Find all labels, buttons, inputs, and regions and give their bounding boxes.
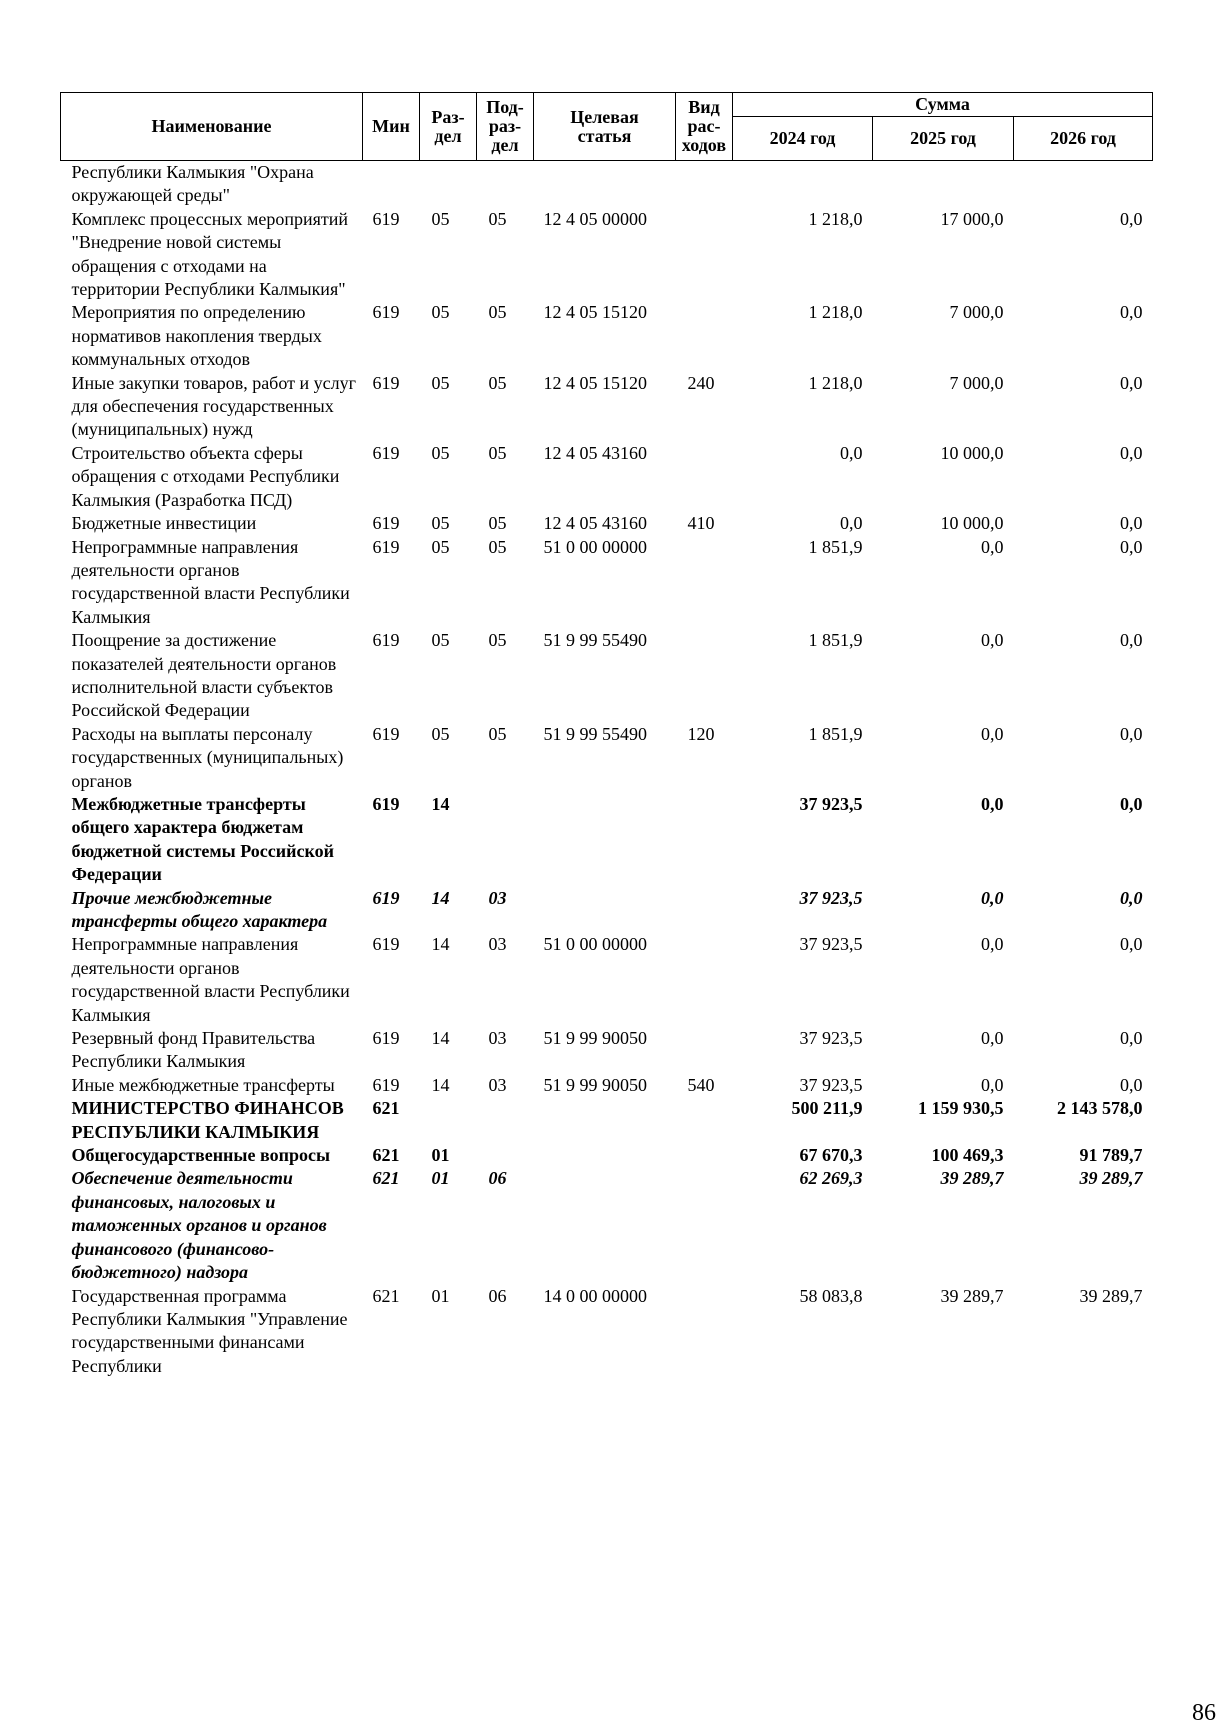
row-name: Непрограммные направления деятельности органов государственной власти Республики Калмыкия	[71, 934, 350, 1025]
row-section: 05	[431, 442, 450, 463]
row-expense-type	[676, 1144, 733, 1167]
row-min: 621	[372, 1145, 400, 1166]
table-body	[61, 161, 1153, 1379]
row-sum-2025: 0,0	[981, 1028, 1004, 1049]
row-sum-2024: 62 269,3	[799, 1168, 863, 1189]
row-article: 51 9 99 55490	[543, 723, 647, 744]
table-row	[61, 1144, 1153, 1167]
row-article: 12 4 05 43160	[543, 442, 647, 463]
row-subsection: 05	[488, 536, 507, 557]
row-sum-2024: 37 923,5	[799, 887, 863, 908]
row-subsection: 05	[488, 442, 507, 463]
row-name: Иные закупки товаров, работ и услуг для обеспечения государственных (муниципальных) нужд	[71, 372, 356, 440]
row-min: 619	[372, 208, 400, 229]
row-sum-2026: 0,0	[1120, 208, 1143, 229]
row-min: 619	[372, 793, 400, 814]
row-sum-2024: 37 923,5	[799, 1028, 863, 1049]
row-subsection	[477, 1144, 534, 1167]
row-section	[420, 161, 477, 208]
row-expense-type	[676, 1027, 733, 1074]
row-sum-2026: 0,0	[1120, 793, 1143, 814]
row-name: Непрограммные направления деятельности органов государственной власти Республики Калмыкия	[71, 536, 350, 627]
table-row	[61, 512, 1153, 535]
row-article: 51 9 99 90050	[543, 1074, 647, 1095]
table-row	[61, 1074, 1153, 1097]
row-min: 619	[372, 723, 400, 744]
row-sum-2026: 0,0	[1120, 536, 1143, 557]
header-expense-type: Вид рас- ходов	[676, 93, 733, 161]
row-expense-type: 540	[687, 1074, 715, 1095]
row-name: Обеспечение деятельности финансовых, налоговых и таможенных органов и органов финансового (финансово-бюджетного) надзора	[71, 1168, 327, 1283]
table-row	[61, 887, 1153, 934]
table-row	[61, 1285, 1153, 1379]
row-subsection: 05	[488, 208, 507, 229]
row-section: 14	[431, 934, 450, 955]
row-subsection: 05	[488, 372, 507, 393]
row-section: 14	[431, 1074, 450, 1095]
row-name: Поощрение за достижение показателей деятельности органов исполнительной власти субъектов Российской Федерации	[71, 630, 337, 721]
row-name: Комплекс процессных мероприятий "Внедрение новой системы обращения с отходами на территории Республики Калмыкия"	[71, 208, 349, 300]
row-min: 619	[372, 630, 400, 651]
row-sum-2024: 0,0	[840, 513, 863, 534]
row-section: 01	[431, 1285, 450, 1306]
row-sum-2025: 0,0	[981, 887, 1004, 908]
row-section: 05	[431, 536, 450, 557]
row-expense-type	[676, 1097, 733, 1144]
row-expense-type	[676, 887, 733, 934]
row-sum-2025: 10 000,0	[940, 513, 1004, 534]
row-section: 01	[431, 1168, 450, 1189]
row-section: 05	[431, 372, 450, 393]
row-sum-2025: 100 469,3	[931, 1145, 1004, 1166]
header-sum: Сумма	[733, 93, 1153, 117]
header-min: Мин	[363, 93, 420, 161]
header-section: Раз- дел	[420, 93, 477, 161]
row-article	[534, 887, 676, 934]
row-sum-2025: 0,0	[981, 536, 1004, 557]
row-min: 619	[372, 302, 400, 323]
row-sum-2024: 37 923,5	[799, 793, 863, 814]
row-sum-2026: 91 789,7	[1079, 1145, 1143, 1166]
row-article: 12 4 05 00000	[543, 208, 647, 229]
row-section: 01	[431, 1145, 450, 1166]
row-sum-2024: 37 923,5	[799, 934, 863, 955]
row-subsection	[477, 1097, 534, 1144]
row-sum-2024: 1 851,9	[808, 630, 863, 651]
row-sum-2026: 0,0	[1120, 372, 1143, 393]
row-sum-2024	[733, 161, 873, 208]
table-row	[61, 933, 1153, 1027]
row-min: 621	[372, 1285, 400, 1306]
row-sum-2024: 58 083,8	[799, 1285, 863, 1306]
row-sum-2025: 7 000,0	[949, 302, 1004, 323]
row-article	[534, 1097, 676, 1144]
header-name: Наименование	[61, 93, 363, 161]
row-expense-type	[676, 161, 733, 208]
row-sum-2025: 39 289,7	[940, 1285, 1004, 1306]
row-name: Расходы на выплаты персоналу государственных (муниципальных) органов	[71, 723, 344, 791]
row-sum-2026: 0,0	[1120, 630, 1143, 651]
table-row	[61, 442, 1153, 512]
row-name: Иные межбюджетные трансферты	[71, 1074, 335, 1095]
table-row	[61, 723, 1153, 793]
table-row	[61, 1167, 1153, 1284]
row-expense-type	[676, 793, 733, 887]
row-min: 621	[372, 1098, 400, 1119]
row-subsection: 05	[488, 302, 507, 323]
row-section: 14	[431, 887, 450, 908]
row-subsection	[477, 793, 534, 887]
row-expense-type: 120	[687, 723, 715, 744]
row-subsection: 05	[488, 630, 507, 651]
budget-table	[60, 92, 1153, 1378]
header-year-2024: 2024 год	[733, 117, 873, 161]
table-row	[61, 301, 1153, 371]
row-sum-2025: 0,0	[981, 934, 1004, 955]
row-section	[420, 1097, 477, 1144]
row-expense-type	[676, 629, 733, 723]
row-article: 12 4 05 15120	[543, 302, 647, 323]
row-sum-2026: 0,0	[1120, 302, 1143, 323]
row-article: 14 0 00 00000	[543, 1285, 647, 1306]
row-subsection: 06	[488, 1285, 507, 1306]
table-row	[61, 793, 1153, 887]
table-row	[61, 1097, 1153, 1144]
row-sum-2024: 0,0	[840, 442, 863, 463]
row-article: 51 9 99 55490	[543, 630, 647, 651]
row-expense-type	[676, 1167, 733, 1284]
row-sum-2024: 1 218,0	[808, 208, 863, 229]
header-subsection: Под- раз- дел	[477, 93, 534, 161]
row-section: 14	[431, 793, 450, 814]
row-sum-2026: 0,0	[1120, 934, 1143, 955]
row-min: 619	[372, 887, 400, 908]
header-year-2025: 2025 год	[873, 117, 1014, 161]
row-subsection: 05	[488, 723, 507, 744]
row-sum-2026: 0,0	[1120, 513, 1143, 534]
row-section: 05	[431, 513, 450, 534]
row-article	[534, 793, 676, 887]
row-name: Государственная программа Республики Калмыкия "Управление государственными финансами Республики	[71, 1285, 348, 1376]
table-row	[61, 208, 1153, 302]
row-sum-2026: 2 143 578,0	[1057, 1098, 1143, 1119]
row-name: МИНИСТЕРСТВО ФИНАНСОВ РЕСПУБЛИКИ КАЛМЫКИЯ	[71, 1098, 344, 1142]
row-min: 619	[372, 536, 400, 557]
row-sum-2026	[1014, 161, 1153, 208]
row-article	[534, 1167, 676, 1284]
row-sum-2026: 0,0	[1120, 1074, 1143, 1095]
row-sum-2026: 0,0	[1120, 1028, 1143, 1049]
table-header	[61, 93, 1153, 161]
row-article: 12 4 05 43160	[543, 513, 647, 534]
header-year-2026: 2026 год	[1014, 117, 1153, 161]
row-name: Межбюджетные трансферты общего характера бюджетам бюджетной системы Российской Федерации	[71, 793, 334, 885]
row-name: Республики Калмыкия "Охрана окружающей среды"	[71, 162, 314, 206]
row-name: Общегосударственные вопросы	[71, 1145, 330, 1166]
table-row	[61, 629, 1153, 723]
row-subsection: 03	[488, 887, 507, 908]
row-name: Прочие межбюджетные трансферты общего характера	[71, 887, 328, 931]
row-min	[363, 161, 420, 208]
row-name: Строительство объекта сферы обращения с отходами Республики Калмыкия (Разработка ПСД)	[71, 442, 340, 510]
row-min: 619	[372, 372, 400, 393]
row-min: 619	[372, 513, 400, 534]
row-sum-2026: 39 289,7	[1079, 1285, 1143, 1306]
row-expense-type: 410	[687, 513, 715, 534]
row-section: 14	[431, 1028, 450, 1049]
row-sum-2024: 500 211,9	[791, 1098, 863, 1119]
row-sum-2025: 10 000,0	[940, 442, 1004, 463]
row-sum-2026: 39 289,7	[1079, 1168, 1143, 1189]
row-sum-2025: 0,0	[981, 793, 1004, 814]
page-number: 86	[1192, 1700, 1216, 1726]
row-sum-2024: 1 218,0	[808, 302, 863, 323]
table-row	[61, 536, 1153, 630]
row-sum-2025: 0,0	[981, 1074, 1004, 1095]
row-sum-2025: 1 159 930,5	[918, 1098, 1004, 1119]
row-sum-2024: 1 851,9	[808, 536, 863, 557]
row-min: 619	[372, 442, 400, 463]
row-subsection: 05	[488, 513, 507, 534]
row-subsection: 03	[488, 934, 507, 955]
row-sum-2024: 37 923,5	[799, 1074, 863, 1095]
row-name: Бюджетные инвестиции	[71, 513, 257, 534]
row-article: 12 4 05 15120	[543, 372, 647, 393]
row-subsection: 03	[488, 1074, 507, 1095]
row-sum-2024: 67 670,3	[799, 1145, 863, 1166]
row-article	[534, 161, 676, 208]
row-sum-2024: 1 218,0	[808, 372, 863, 393]
row-article: 51 0 00 00000	[543, 934, 647, 955]
header-article: Целевая статья	[534, 93, 676, 161]
row-name: Мероприятия по определению нормативов накопления твердых коммунальных отходов	[71, 302, 322, 370]
row-min: 619	[372, 934, 400, 955]
row-min: 619	[372, 1028, 400, 1049]
row-subsection: 03	[488, 1028, 507, 1049]
row-article	[534, 1144, 676, 1167]
row-expense-type	[676, 301, 733, 371]
row-sum-2026: 0,0	[1120, 887, 1143, 908]
row-min: 621	[372, 1168, 400, 1189]
row-section: 05	[431, 208, 450, 229]
row-name: Резервный фонд Правительства Республики Калмыкия	[71, 1028, 316, 1072]
budget-page	[60, 92, 1216, 1726]
row-expense-type: 240	[687, 372, 715, 393]
table-row	[61, 372, 1153, 442]
table-row	[61, 1027, 1153, 1074]
row-min: 619	[372, 1074, 400, 1095]
row-expense-type	[676, 536, 733, 630]
row-sum-2025	[873, 161, 1014, 208]
row-subsection: 06	[488, 1168, 507, 1189]
row-article: 51 9 99 90050	[543, 1028, 647, 1049]
row-sum-2025: 7 000,0	[949, 372, 1004, 393]
row-sum-2024: 1 851,9	[808, 723, 863, 744]
row-expense-type	[676, 442, 733, 512]
row-article: 51 0 00 00000	[543, 536, 647, 557]
row-sum-2026: 0,0	[1120, 723, 1143, 744]
row-sum-2025: 39 289,7	[940, 1168, 1004, 1189]
row-sum-2025: 0,0	[981, 630, 1004, 651]
row-section: 05	[431, 302, 450, 323]
row-sum-2025: 0,0	[981, 723, 1004, 744]
row-expense-type	[676, 933, 733, 1027]
row-sum-2026: 0,0	[1120, 442, 1143, 463]
row-subsection	[477, 161, 534, 208]
row-section: 05	[431, 630, 450, 651]
row-sum-2025: 17 000,0	[940, 208, 1004, 229]
row-section: 05	[431, 723, 450, 744]
table-row	[61, 161, 1153, 208]
row-expense-type	[676, 208, 733, 302]
row-expense-type	[676, 1285, 733, 1379]
